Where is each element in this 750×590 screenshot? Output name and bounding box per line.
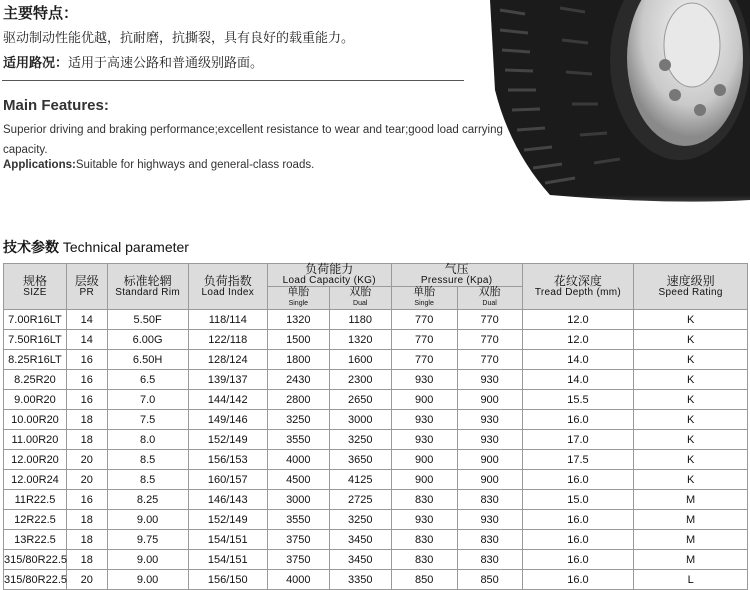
cell-rim: 8.25: [107, 490, 188, 510]
cell-tread-depth: 15.0: [522, 490, 634, 510]
cell-load-single: 3000: [267, 490, 329, 510]
cell-load-index: 139/137: [188, 370, 267, 390]
features-text-en: Superior driving and braking performance;excellent resistance to wear and tear;good load carrying capacity.: [3, 124, 503, 156]
cell-load-dual: 3350: [329, 570, 391, 590]
cell-pressure-single: 900: [391, 390, 457, 410]
cell-size: 10.00R20: [4, 410, 67, 430]
cell-pressure-single: 770: [391, 310, 457, 330]
table-row: [4, 490, 748, 510]
cell-load-single: 4000: [267, 570, 329, 590]
cell-size: 315/80R22.5: [4, 550, 67, 570]
cell-tread-depth: 16.0: [522, 570, 634, 590]
cell-pr: 14: [66, 310, 107, 330]
cell-load-index: 149/146: [188, 410, 267, 430]
cell-rim: 9.00: [107, 510, 188, 530]
features-heading-en: Main Features:: [3, 97, 109, 114]
cell-rim: 9.00: [107, 550, 188, 570]
cell-load-index: 160/157: [188, 470, 267, 490]
header-load-single: 单胎 Single: [267, 287, 329, 310]
header-pr: 层级 PR: [66, 264, 107, 310]
cell-load-dual: 3000: [329, 410, 391, 430]
cell-pressure-dual: 900: [457, 450, 522, 470]
cell-pressure-single: 830: [391, 530, 457, 550]
cell-pressure-single: 830: [391, 550, 457, 570]
cell-speed-rating: M: [634, 490, 748, 510]
cell-speed-rating: K: [634, 390, 748, 410]
cell-pressure-dual: 770: [457, 310, 522, 330]
cell-tread-depth: 12.0: [522, 310, 634, 330]
table-row: [4, 430, 748, 450]
cell-pressure-single: 770: [391, 330, 457, 350]
cell-rim: 6.50H: [107, 350, 188, 370]
cell-load-single: 1500: [267, 330, 329, 350]
applications-text-zh: 适用于高速公路和普通级别路面。: [68, 55, 264, 70]
cell-pressure-dual: 930: [457, 510, 522, 530]
cell-size: 8.25R16LT: [4, 350, 67, 370]
cell-tread-depth: 15.5: [522, 390, 634, 410]
cell-load-index: 144/142: [188, 390, 267, 410]
cell-speed-rating: M: [634, 530, 748, 550]
applications-en: [3, 159, 314, 171]
header-pressure-single: 单胎 Single: [391, 287, 457, 310]
cell-load-index: 146/143: [188, 490, 267, 510]
cell-rim: 9.75: [107, 530, 188, 550]
cell-pressure-single: 900: [391, 470, 457, 490]
cell-pressure-dual: 930: [457, 430, 522, 450]
cell-rim: 6.00G: [107, 330, 188, 350]
cell-size: 13R22.5: [4, 530, 67, 550]
table-row: [4, 370, 748, 390]
cell-load-dual: 2300: [329, 370, 391, 390]
cell-load-single: 2430: [267, 370, 329, 390]
cell-pressure-dual: 830: [457, 550, 522, 570]
cell-pressure-single: 850: [391, 570, 457, 590]
cell-tread-depth: 16.0: [522, 550, 634, 570]
tech-title-en: Technical parameter: [62, 239, 189, 255]
cell-pr: 16: [66, 390, 107, 410]
cell-pr: 16: [66, 370, 107, 390]
cell-load-dual: 3450: [329, 530, 391, 550]
cell-load-index: 122/118: [188, 330, 267, 350]
features-heading-zh: 主要特点：: [3, 5, 79, 22]
technical-parameter-table: [3, 263, 748, 590]
cell-rim: 9.00: [107, 570, 188, 590]
cell-pressure-single: 830: [391, 490, 457, 510]
cell-size: 11.00R20: [4, 430, 67, 450]
cell-tread-depth: 16.0: [522, 410, 634, 430]
cell-load-single: 3750: [267, 530, 329, 550]
cell-speed-rating: K: [634, 470, 748, 490]
header-pressure-dual: 双胎 Dual: [457, 287, 522, 310]
cell-pressure-dual: 830: [457, 530, 522, 550]
table-row: [4, 570, 748, 590]
cell-pr: 20: [66, 450, 107, 470]
cell-size: 12.00R20: [4, 450, 67, 470]
cell-load-dual: 1180: [329, 310, 391, 330]
cell-pressure-dual: 930: [457, 370, 522, 390]
cell-pressure-single: 770: [391, 350, 457, 370]
cell-tread-depth: 16.0: [522, 530, 634, 550]
cell-load-dual: 2725: [329, 490, 391, 510]
cell-load-index: 128/124: [188, 350, 267, 370]
cell-rim: 6.5: [107, 370, 188, 390]
cell-rim: 7.0: [107, 390, 188, 410]
cell-pressure-dual: 770: [457, 350, 522, 370]
cell-load-index: 152/149: [188, 510, 267, 530]
cell-speed-rating: K: [634, 370, 748, 390]
cell-pr: 20: [66, 470, 107, 490]
cell-load-single: 3750: [267, 550, 329, 570]
cell-load-index: 154/151: [188, 530, 267, 550]
tech-parameter-title: [3, 237, 189, 257]
cell-size: 9.00R20: [4, 390, 67, 410]
cell-load-index: 156/150: [188, 570, 267, 590]
tech-title-zh: 技术参数: [3, 239, 59, 255]
cell-load-dual: 3250: [329, 510, 391, 530]
applications-label-zh: 适用路况：: [3, 55, 69, 70]
table-row: [4, 550, 748, 570]
cell-rim: 8.5: [107, 470, 188, 490]
table-row: [4, 530, 748, 550]
cell-tread-depth: 12.0: [522, 330, 634, 350]
applications-label-en: Applications:: [3, 159, 76, 171]
features-text-zh: 驱动制动性能优越，抗耐磨，抗撕裂，具有良好的载重能力。: [3, 30, 355, 45]
table-body: [4, 310, 748, 590]
cell-pressure-single: 900: [391, 450, 457, 470]
cell-load-single: 3550: [267, 510, 329, 530]
header-size: 规格 SIZE: [4, 264, 67, 310]
header-pressure: 气压 Pressure (Kpa): [391, 264, 522, 287]
cell-rim: 5.50F: [107, 310, 188, 330]
cell-pressure-single: 930: [391, 370, 457, 390]
header-load-dual: 双胎 Dual: [329, 287, 391, 310]
cell-speed-rating: K: [634, 450, 748, 470]
cell-pr: 18: [66, 430, 107, 450]
cell-load-single: 1320: [267, 310, 329, 330]
cell-pressure-single: 930: [391, 430, 457, 450]
cell-load-dual: 3450: [329, 550, 391, 570]
cell-load-dual: 4125: [329, 470, 391, 490]
cell-size: 8.25R20: [4, 370, 67, 390]
cell-load-index: 154/151: [188, 550, 267, 570]
cell-speed-rating: K: [634, 350, 748, 370]
cell-speed-rating: M: [634, 510, 748, 530]
cell-load-single: 4500: [267, 470, 329, 490]
cell-pressure-dual: 770: [457, 330, 522, 350]
cell-pr: 18: [66, 510, 107, 530]
header-speed-rating: 速度级别 Speed Rating: [634, 264, 748, 310]
cell-pr: 16: [66, 490, 107, 510]
cell-pr: 14: [66, 330, 107, 350]
table-row: [4, 310, 748, 330]
cell-size: 12R22.5: [4, 510, 67, 530]
cell-pressure-dual: 900: [457, 390, 522, 410]
tire-image: [470, 0, 750, 245]
cell-rim: 8.5: [107, 450, 188, 470]
divider: [2, 80, 464, 81]
cell-size: 12.00R24: [4, 470, 67, 490]
cell-pressure-single: 930: [391, 410, 457, 430]
table-row: [4, 330, 748, 350]
cell-pr: 20: [66, 570, 107, 590]
cell-pr: 18: [66, 410, 107, 430]
cell-tread-depth: 14.0: [522, 370, 634, 390]
cell-pressure-dual: 900: [457, 470, 522, 490]
cell-speed-rating: K: [634, 410, 748, 430]
cell-speed-rating: K: [634, 310, 748, 330]
cell-load-index: 118/114: [188, 310, 267, 330]
table-row: [4, 510, 748, 530]
cell-pressure-dual: 830: [457, 490, 522, 510]
cell-load-index: 152/149: [188, 430, 267, 450]
cell-speed-rating: K: [634, 430, 748, 450]
table-row: [4, 390, 748, 410]
cell-tread-depth: 16.0: [522, 470, 634, 490]
cell-load-single: 3550: [267, 430, 329, 450]
cell-speed-rating: K: [634, 330, 748, 350]
cell-size: 7.00R16LT: [4, 310, 67, 330]
table-row: [4, 410, 748, 430]
cell-load-single: 3250: [267, 410, 329, 430]
cell-pressure-dual: 930: [457, 410, 522, 430]
cell-pressure-single: 930: [391, 510, 457, 530]
cell-load-single: 2800: [267, 390, 329, 410]
table-row: [4, 350, 748, 370]
cell-load-single: 4000: [267, 450, 329, 470]
cell-tread-depth: 17.0: [522, 430, 634, 450]
cell-pr: 16: [66, 350, 107, 370]
header-load-index: 负荷指数 Load Index: [188, 264, 267, 310]
cell-pressure-dual: 850: [457, 570, 522, 590]
cell-tread-depth: 14.0: [522, 350, 634, 370]
cell-load-dual: 1600: [329, 350, 391, 370]
cell-rim: 7.5: [107, 410, 188, 430]
cell-rim: 8.0: [107, 430, 188, 450]
cell-pr: 18: [66, 530, 107, 550]
cell-tread-depth: 17.5: [522, 450, 634, 470]
table-row: [4, 450, 748, 470]
cell-load-index: 156/153: [188, 450, 267, 470]
cell-speed-rating: M: [634, 550, 748, 570]
cell-size: 315/80R22.5: [4, 570, 67, 590]
applications-text-en: Suitable for highways and general-class roads.: [75, 159, 315, 171]
cell-size: 7.50R16LT: [4, 330, 67, 350]
cell-speed-rating: L: [634, 570, 748, 590]
cell-load-dual: 3650: [329, 450, 391, 470]
cell-load-single: 1800: [267, 350, 329, 370]
table-row: [4, 470, 748, 490]
cell-load-dual: 2650: [329, 390, 391, 410]
header-load-capacity: 负荷能力 Load Capacity (KG): [267, 264, 391, 287]
cell-load-dual: 3250: [329, 430, 391, 450]
applications-zh: [3, 52, 263, 71]
cell-tread-depth: 16.0: [522, 510, 634, 530]
header-tread-depth: 花纹深度 Tread Depth (mm): [522, 264, 634, 310]
cell-pr: 18: [66, 550, 107, 570]
cell-size: 11R22.5: [4, 490, 67, 510]
cell-load-dual: 1320: [329, 330, 391, 350]
header-standard-rim: 标准轮辋 Standard Rim: [107, 264, 188, 310]
